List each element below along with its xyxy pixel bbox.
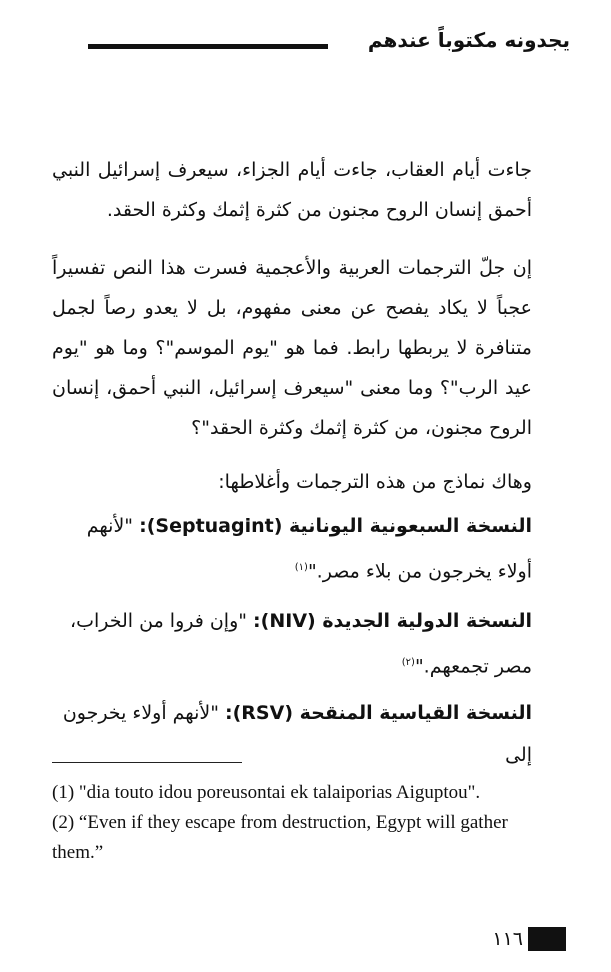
paragraph-2: إن جلّ الترجمات العربية والأعجمية فسرت هذا النص تفسيراً عجباً لا يكاد يفصح عن معنى مفهوم، بل لا يعدو رصاً لجمل متنافرة لا يربطها رابط. فما هو "يوم الموسم"؟ وما هو "يوم عيد الرب"؟ وما معنى "سيعرف إسرائيل، النبي أحمق، إنسان الروح مجنون، من كثرة إثمك وكثرة الحقد"؟ (52, 257, 532, 439)
version-label: النسخة السبعونية اليونانية (Septuagint): (139, 515, 532, 537)
footnotes (52, 778, 532, 868)
version-septuagint (52, 505, 532, 592)
version-niv (52, 600, 532, 687)
paragraph-1: جاءت أيام العقاب، جاءت أيام الجزاء، سيعرف إسرائيل النبي أحمق إنسان الروح مجنون من كثرة إثمك وكثرة الحقد. (52, 159, 532, 221)
page-number: ١١٦ (492, 928, 523, 950)
page-number-block (528, 927, 566, 951)
footnote-ref: (١) (294, 562, 308, 573)
version-quote: "وإن فروا من الخراب، مصر تجمعهم." (69, 610, 532, 678)
version-quote: "لأنهم أولاء يخرجون من بلاء مصر." (86, 515, 532, 583)
version-rsv (52, 692, 532, 776)
version-label: النسخة القياسية المنقحة (RSV): (224, 702, 532, 724)
paragraph-3: وهاك نماذج من هذه الترجمات وأغلاطها: (218, 471, 532, 493)
footnote-2: (2) “Even if they escape from destruction, Egypt will gather them.” (52, 812, 508, 863)
version-label: النسخة الدولية الجديدة (NIV): (253, 610, 532, 632)
footnote-1: (1) "dia touto idou poreusontai ek talaiporias Aiguptou". (52, 782, 481, 803)
page-footer (0, 925, 611, 955)
header-rule (88, 44, 328, 49)
version-quote: "لأنهم أولاء يخرجون إلى (62, 702, 532, 766)
running-header (40, 28, 570, 68)
footnote-separator (52, 762, 242, 763)
footnote-ref: (٢) (401, 657, 415, 668)
header-title: يجدونه مكتوباً عندهم (367, 28, 570, 52)
